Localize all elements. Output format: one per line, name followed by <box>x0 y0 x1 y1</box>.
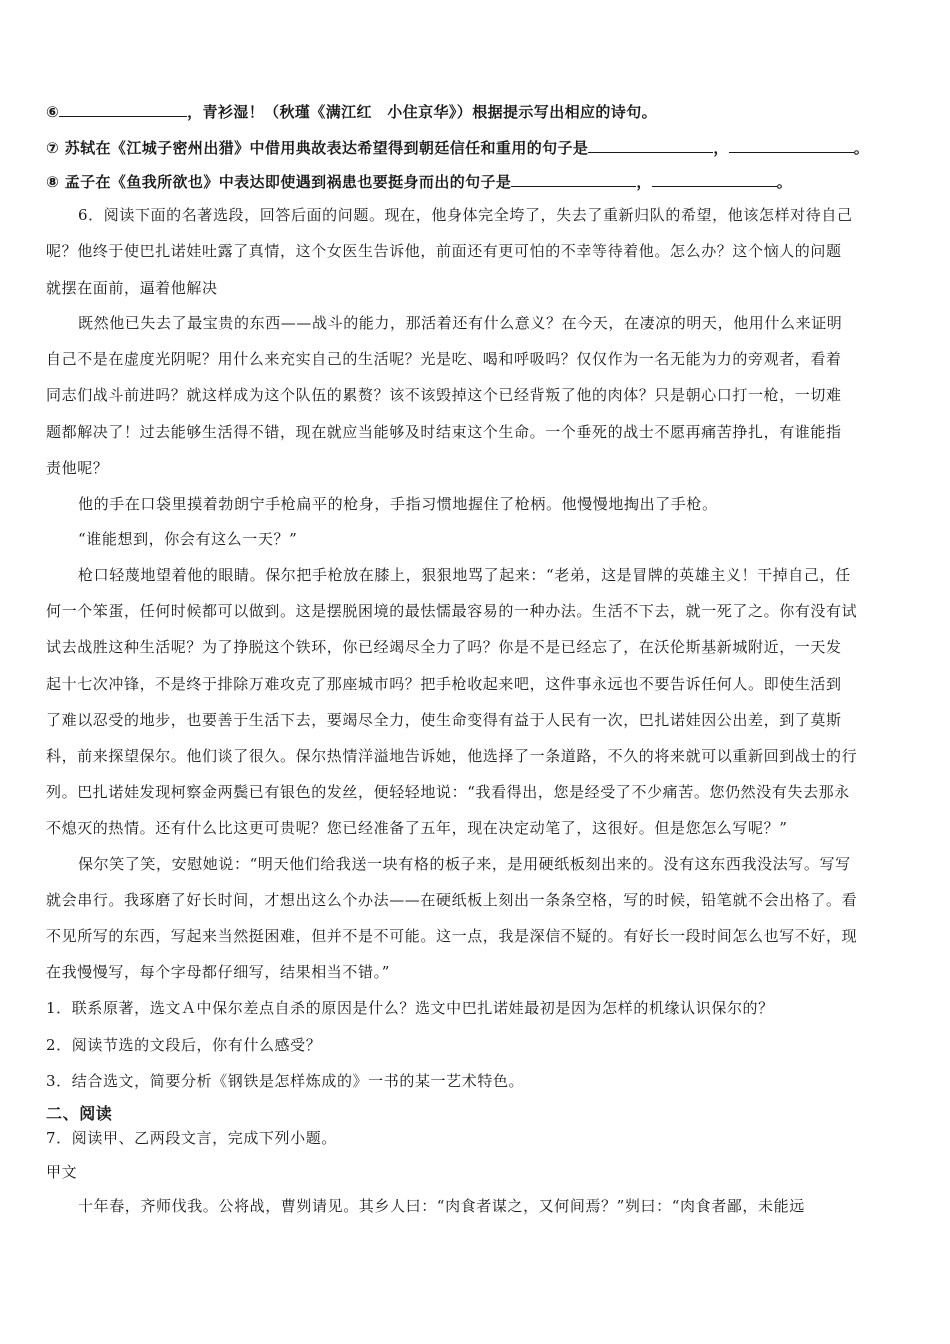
period: 。 <box>853 139 870 157</box>
fill-item-7 <box>46 138 906 158</box>
q6-line: 呢？他终于使巴扎诺娃吐露了真情，这个女医生告诉他，前面还有更可怕的不幸等待着他。怎么办？这个恼人的问题 <box>46 242 842 260</box>
q6-line: 6．阅读下面的名著选段，回答后面的问题。现在，他身体完全垮了，失去了重新归队的希望，他该怎样对待自己 <box>78 206 853 224</box>
passage-line: 他的手在口袋里摸着勃朗宁手枪扁平的枪身，手指习惯地握住了枪柄。他慢慢地掏出了手枪。 <box>78 495 718 513</box>
passage-line: 列。巴扎诺娃发现柯察金两鬓已有银色的发丝，便轻轻地说：“我看得出，您是经受了不少痛苦。您仍然没有失去那永 <box>46 783 850 801</box>
passage-line: 既然他已失去了最宝贵的东西——战斗的能力，那活着还有什么意义？在今天，在凄凉的明天，他用什么来证明 <box>78 314 843 332</box>
passage-line: 试去战胜这种生活呢？为了挣脱这个铁环，你已经竭尽全力了吗？你是不是已经忘了，在沃伦斯基新城附近，一天发 <box>46 638 842 656</box>
passage-line: 枪口轻蔑地望着他的眼睛。保尔把手枪放在膝上，狠狠地骂了起来：“老弟，这是冒牌的英雄主义！干掉自己，任 <box>78 566 851 584</box>
passage-line: 了难以忍受的地步，也要善于生活下去，要竭尽全力，使生命变得有益于人民有一次，巴扎诺娃因公出差，到了莫斯 <box>46 711 842 729</box>
jia-label: 甲文 <box>46 1163 78 1181</box>
answer-blank[interactable] <box>511 172 636 187</box>
fill-item-6 <box>46 102 906 122</box>
item6-text: ，青衫湿！（秋瑾《满江红 小住京华》）根据提示写出相应的诗句。 <box>187 103 658 121</box>
item7-text: ⑦ 苏轼在《江城子密州出猎》中借用典故表达希望得到朝廷信任和重用的句子是 <box>46 139 589 157</box>
passage-line: 在我慢慢写，每个字母都仔细写，结果相当不错。” <box>46 963 390 981</box>
period: 。 <box>776 173 793 191</box>
section-heading: 二、阅读 <box>46 1104 113 1123</box>
item8-text: ⑧ 孟子在《鱼我所欲也》中表达即使遇到祸患也要挺身而出的句子是 <box>46 173 512 191</box>
passage-line: 不见所写的东西，写起来当然挺困难，但并不是不可能。这一点，我是深信不疑的。有好长一段时间怎么也写不好，现 <box>46 927 858 945</box>
sub-question-1: 1．联系原著，选文Ａ中保尔差点自杀的原因是什么？选文中巴扎诺娃最初是因为怎样的机缘认识保尔的？ <box>46 999 774 1017</box>
passage-line: 不熄灭的热情。还有什么比这更可贵呢？您已经准备了五年，现在决定动笔了，这很好。但是您怎么写呢？” <box>46 819 788 837</box>
answer-blank[interactable] <box>588 138 713 153</box>
sub-question-3: 3．结合选文，简要分析《钢铁是怎样炼成的》一书的某一艺术特色。 <box>46 1072 525 1090</box>
question-7: 7．阅读甲、乙两段文言，完成下列小题。 <box>46 1129 337 1147</box>
passage-line: 保尔笑了笑，安慰她说：“明天他们给我送一块有格的板子来，是用硬纸板刻出来的。没有这东西我没法写。写写 <box>78 855 851 873</box>
answer-blank[interactable] <box>652 172 777 187</box>
passage-line: 责他呢？ <box>46 459 109 477</box>
passage-line: 科，前来探望保尔。他们谈了很久。保尔热情洋溢地告诉她，他选择了一条道路，不久的将来就可以重新回到战士的行 <box>46 747 858 765</box>
sub-question-2: 2．阅读节选的文段后，你有什么感受？ <box>46 1036 322 1054</box>
passage-line: 就会串行。我琢磨了好长时间，才想出这么个办法——在硬纸板上刻出一条条空格，写的时候，铅笔就不会出格了。看 <box>46 891 858 909</box>
passage-line: “谁能想到，你会有这么一天？” <box>78 530 298 548</box>
item6-number: ⑥ <box>46 103 60 121</box>
jia-passage-line: 十年春，齐师伐我。公将战，曹刿请见。其乡人曰：“肉食者谋之，又何间焉？”刿曰：“肉食者鄙，未能远 <box>78 1197 805 1215</box>
answer-blank[interactable] <box>729 138 854 153</box>
answer-blank[interactable] <box>59 102 187 117</box>
q6-line: 就摆在面前，逼着他解决 <box>46 279 218 297</box>
passage-line: 自己不是在虚度光阴呢？用什么来充实自己的生活呢？光是吃、喝和呼吸吗？仅仅作为一名无能为力的旁观者，看着 <box>46 350 842 368</box>
fill-item-8 <box>46 172 906 192</box>
passage-line: 何一个笨蛋，任何时候都可以做到。这是摆脱困境的最怯懦最容易的一种办法。生活不下去，就一死了之。你有没有试 <box>46 602 858 620</box>
separator: ， <box>636 173 652 191</box>
separator: ， <box>713 139 729 157</box>
passage-line: 题都解决了！过去能够生活得不错，现在就应当能够及时结束这个生命。一个垂死的战士不愿再痛苦挣扎，有谁能指 <box>46 423 842 441</box>
passage-line: 起十七次冲锋，不是终于排除万难攻克了那座城市吗？把手枪收起来吧，这件事永远也不要告诉任何人。即使生活到 <box>46 675 842 693</box>
passage-line: 同志们战斗前进吗？就这样成为这个队伍的累赘？该不该毁掉这个已经背叛了他的肉体？只是朝心口打一枪，一切难 <box>46 386 842 404</box>
